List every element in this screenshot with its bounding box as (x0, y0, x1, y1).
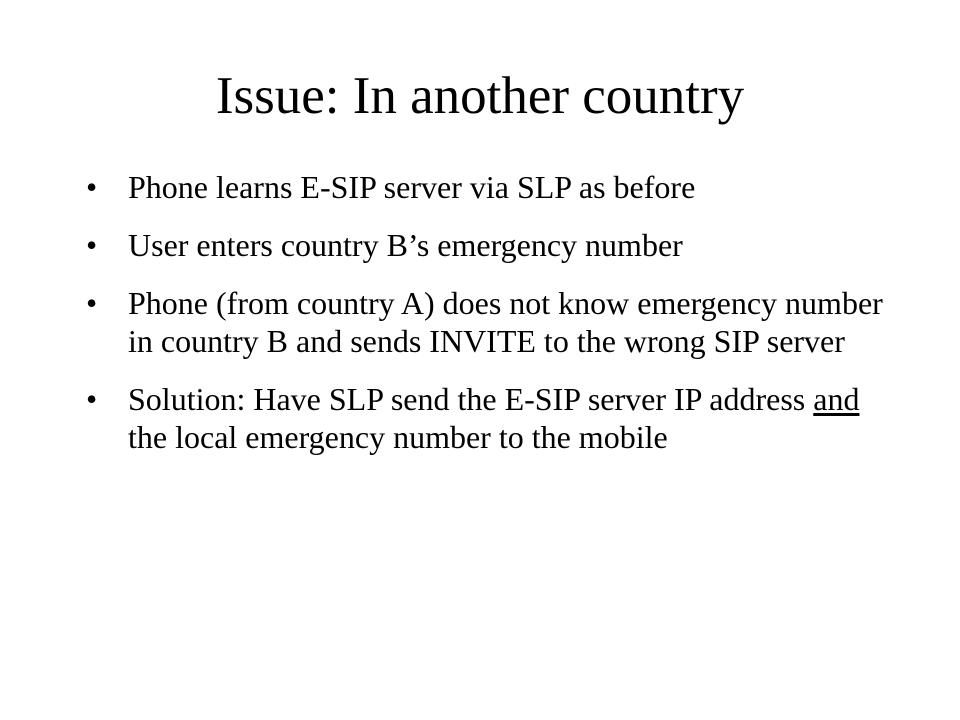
bullet-dot: • (86, 285, 98, 321)
bullet-text (128, 380, 886, 456)
bullet-text-after: the local emergency number to the mobile (128, 419, 668, 455)
bullet-text: User enters country B’s emergency number (128, 227, 683, 263)
bullet-item (86, 168, 886, 206)
bullet-text: Phone (from country A) does not know emergency number in country B and sends INVITE to the wrong SIP server (128, 285, 883, 359)
bullet-dot: • (86, 227, 98, 263)
bullet-item (86, 226, 886, 264)
underlined-word: and (813, 381, 860, 417)
bullet-item (86, 284, 886, 360)
bullet-dot: • (86, 169, 98, 205)
bullet-item (86, 380, 886, 456)
bullet-text-before: Solution: Have SLP send the E-SIP server IP address (128, 381, 814, 417)
bullet-dot: • (86, 381, 98, 417)
bullet-list (86, 168, 886, 476)
slide-title: Issue: In another country (215, 67, 745, 125)
bullet-text: Phone learns E-SIP server via SLP as before (128, 169, 696, 205)
